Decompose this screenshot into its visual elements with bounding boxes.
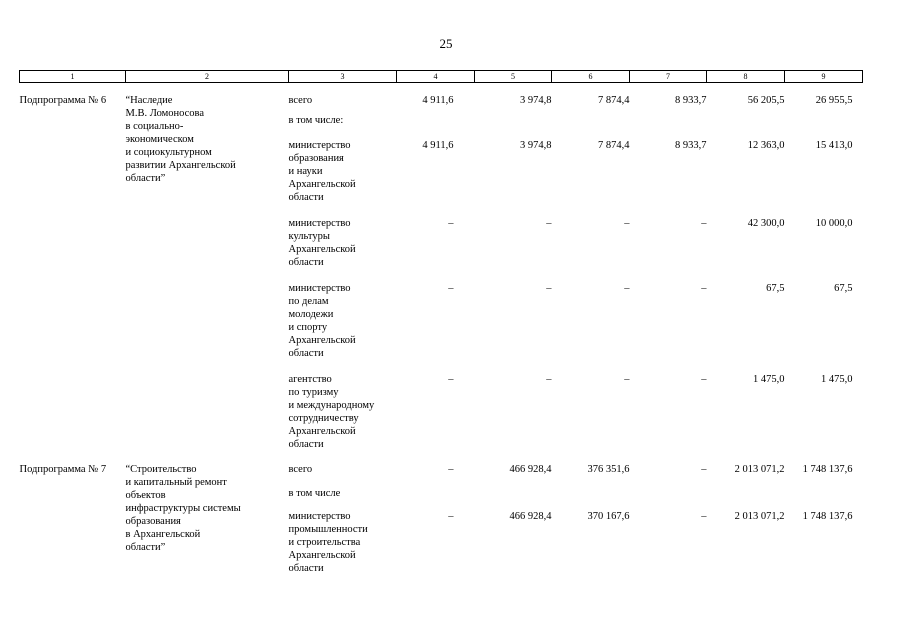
- table-cell: –: [624, 283, 630, 294]
- table-cell: –: [624, 374, 630, 385]
- table-cell: 7 874,4: [598, 95, 630, 106]
- table-cell: [397, 114, 475, 139]
- table-cell: –: [701, 283, 707, 294]
- table-cell: 4 911,6: [422, 140, 454, 151]
- table-cell: 3 974,8: [520, 95, 552, 106]
- row-label: министерство образования и науки Архангельской области: [288, 140, 356, 203]
- table-cell: –: [448, 283, 454, 294]
- row-label: всего: [288, 464, 313, 475]
- column-header: 4: [397, 71, 475, 83]
- table-cell: 466 928,4: [509, 464, 552, 475]
- page-number: 25: [439, 36, 453, 51]
- table-cell: 12 363,0: [747, 140, 785, 151]
- table-row: [20, 94, 863, 114]
- table-cell: 15 413,0: [815, 140, 853, 151]
- table-cell: 8 933,7: [675, 95, 707, 106]
- table-cell: 8 933,7: [675, 140, 707, 151]
- table-cell: 42 300,0: [747, 218, 785, 229]
- table-cell: 1 748 137,6: [802, 464, 853, 475]
- table-cell: 376 351,6: [587, 464, 630, 475]
- table-cell: [630, 487, 707, 510]
- table-cell: 10 000,0: [815, 218, 853, 229]
- table-cell: 26 955,5: [815, 95, 853, 106]
- column-header: 6: [552, 71, 630, 83]
- table-cell: [552, 114, 630, 139]
- column-header: 8: [707, 71, 785, 83]
- table-cell: –: [546, 374, 552, 385]
- row-label: министерство культуры Архангельской области: [288, 218, 356, 268]
- subprogram-code: Подпрограмма № 6: [19, 95, 107, 106]
- table-cell: –: [448, 511, 454, 522]
- table-cell: 4 911,6: [422, 95, 454, 106]
- table-cell: 3 974,8: [520, 140, 552, 151]
- table-cell: –: [701, 218, 707, 229]
- table-cell: 56 205,5: [747, 95, 785, 106]
- column-header: 1: [20, 71, 126, 83]
- table-cell: [475, 487, 552, 510]
- row-label: агентство по туризму и международному сотрудничеству Архангельской области: [288, 374, 375, 450]
- table-cell: –: [701, 511, 707, 522]
- table-row: [20, 463, 863, 487]
- table-cell: [552, 487, 630, 510]
- table-cell: 2 013 071,2: [734, 511, 785, 522]
- table-cell: –: [701, 464, 707, 475]
- column-header: 2: [126, 71, 289, 83]
- column-number-header: [20, 71, 863, 83]
- row-label: в том числе:: [288, 115, 344, 126]
- table-cell: [397, 487, 475, 510]
- row-label: министерство по делам молодежи и спорту Архангельской области: [288, 283, 356, 359]
- column-header: 5: [475, 71, 552, 83]
- table-cell: –: [448, 464, 454, 475]
- table-cell: –: [448, 374, 454, 385]
- table-cell: 370 167,6: [587, 511, 630, 522]
- table-cell: 466 928,4: [509, 511, 552, 522]
- table-cell: 1 475,0: [753, 374, 785, 385]
- subprogram-title: “Наследие М.В. Ломоносова в социально- экономическом и социокультурном развитии Архангельской области”: [125, 95, 236, 184]
- row-label: министерство промышленности и строительства Архангельской области: [288, 511, 368, 574]
- table-cell: –: [546, 283, 552, 294]
- table-cell: –: [624, 218, 630, 229]
- table-cell: [630, 114, 707, 139]
- table-cell: 2 013 071,2: [734, 464, 785, 475]
- table-cell: [785, 487, 863, 510]
- table-cell: 67,5: [766, 283, 785, 294]
- table-cell: [707, 114, 785, 139]
- table-cell: [475, 114, 552, 139]
- table-cell: –: [546, 218, 552, 229]
- table-cell: –: [701, 374, 707, 385]
- table-cell: [707, 487, 785, 510]
- table-cell: 1 748 137,6: [802, 511, 853, 522]
- column-header: 3: [289, 71, 397, 83]
- table-cell: –: [448, 218, 454, 229]
- table-cell: [785, 114, 863, 139]
- subprogram-code: Подпрограмма № 7: [19, 464, 107, 475]
- table-cell: 1 475,0: [821, 374, 853, 385]
- table-cell: 67,5: [834, 283, 853, 294]
- table-cell: 7 874,4: [598, 140, 630, 151]
- column-header: 9: [785, 71, 863, 83]
- subprogram-title: “Строительство и капитальный ремонт объектов инфраструктуры системы образования в Архангельской области”: [125, 464, 241, 553]
- column-header: 7: [630, 71, 707, 83]
- budget-table: [19, 70, 863, 576]
- row-label: в том числе: [288, 488, 341, 499]
- row-label: всего: [288, 95, 313, 106]
